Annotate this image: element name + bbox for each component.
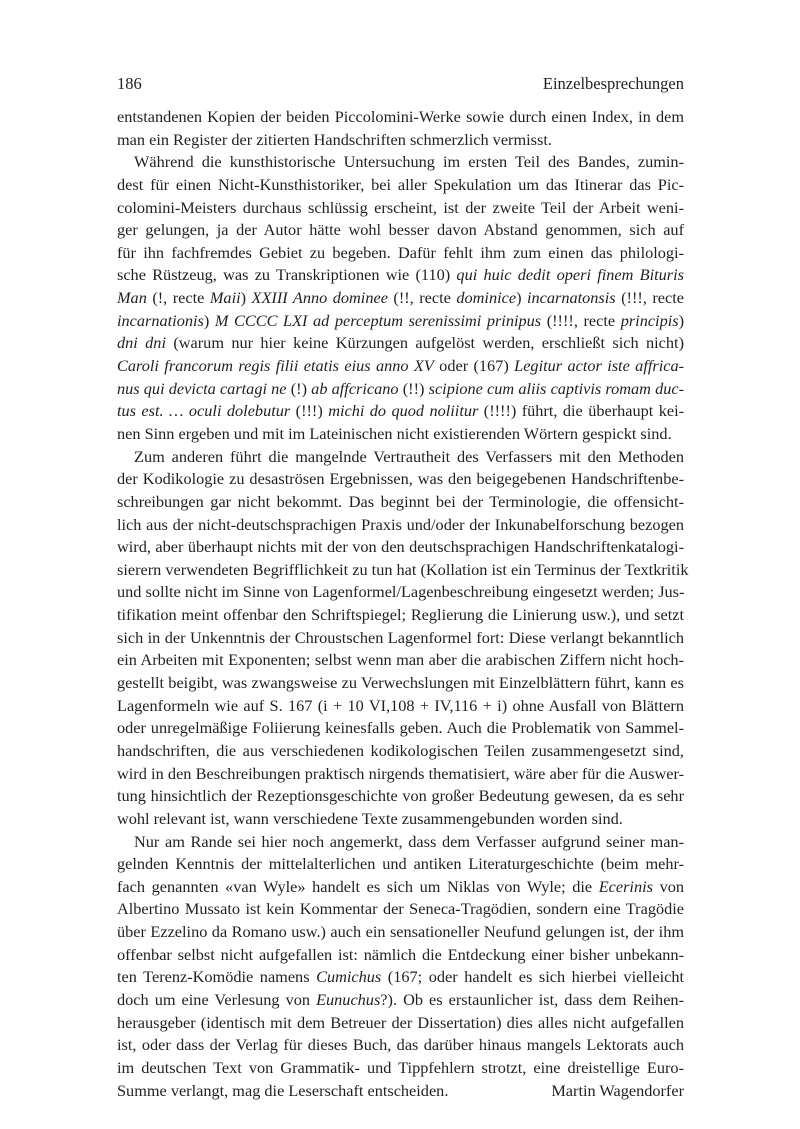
text-line bbox=[117, 763, 684, 786]
italic-quotation: ab affcricano bbox=[311, 378, 399, 398]
text-run: gestellt beigibt, was zwangsweise zu Verwechslungen mit Einzelblättern führt, kann es bbox=[117, 673, 684, 693]
text-run: der Kodikologie zu desaströsen Ergebnissen, was den beigegebenen Handschriftenbe- bbox=[117, 469, 684, 489]
italic-quotation: dni dni bbox=[117, 333, 166, 353]
text-line bbox=[117, 242, 684, 265]
text-line bbox=[117, 876, 684, 899]
text-line bbox=[117, 581, 684, 604]
text-line bbox=[117, 672, 684, 695]
paragraph bbox=[117, 151, 684, 445]
text-line bbox=[117, 491, 684, 514]
text-line bbox=[117, 219, 684, 242]
text-run: (!!!!, recte bbox=[541, 310, 621, 330]
italic-quotation: incarnationis bbox=[117, 310, 204, 330]
text-line bbox=[117, 559, 689, 582]
italic-quotation: incarnatonsis bbox=[526, 288, 616, 308]
italic-quotation: nus qui devicta cartagi ne bbox=[117, 378, 287, 398]
text-run: ist, oder dass der Verlag für dieses Buch, das darüber hinaus mangels Lektorats auch bbox=[117, 1035, 684, 1055]
text-run: offenbar selbst nicht aufgefallen ist: nämlich die Entdeckung einer bisher unbekann- bbox=[117, 944, 684, 964]
text-line bbox=[117, 129, 684, 152]
text-run: ger gelungen, ja der Autor hätte wohl besser davon Abstand genommen, sich auf bbox=[117, 220, 684, 240]
italic-quotation: dominice bbox=[456, 288, 517, 308]
text-line bbox=[117, 808, 684, 831]
text-run: Nur am Rande sei hier noch angemerkt, dass dem Verfasser aufgrund seiner man- bbox=[134, 831, 684, 851]
text-run: sich in der Unkenntnis der Chroustschen Lagenformel fort: Diese verlangt bekanntlich bbox=[117, 627, 684, 647]
text-line bbox=[117, 1080, 684, 1103]
italic-quotation: Cumichus bbox=[316, 967, 382, 987]
text-run: Albertino Mussato ist kein Kommentar der Seneca-Tragödien, sondern eine Tragödie bbox=[117, 899, 684, 919]
text-run: entstandenen Kopien der beiden Piccolomini-Werke sowie durch einen Index, in dem bbox=[117, 107, 684, 126]
text-run: handschriften, die aus verschiedenen kodikologischen Teilen zusammengesetzt sind, bbox=[117, 740, 684, 760]
text-line bbox=[117, 1012, 684, 1035]
text-line bbox=[117, 695, 684, 718]
paragraph bbox=[117, 446, 689, 831]
italic-quotation: Caroli francorum regis filii etatis eius anno XV bbox=[117, 356, 434, 376]
text-run: (167; oder handelt es sich hierbei vielleicht bbox=[381, 967, 685, 987]
text-run: für ihn fachfremdes Gebiet zu begeben. Dafür fehlt ihm zum einen das philologi- bbox=[117, 242, 684, 262]
text-run: wird, aber überhaupt nichts mit der von den deutschsprachigen Handschriftenkatalogi- bbox=[117, 537, 684, 557]
text-line bbox=[117, 1034, 684, 1057]
text-run: ) bbox=[203, 310, 215, 330]
text-run: ein Arbeiten mit Exponenten; selbst wenn man aber die arabischen Ziffern nicht hoch- bbox=[117, 650, 684, 670]
text-line bbox=[117, 197, 684, 220]
text-line bbox=[117, 944, 684, 967]
text-line bbox=[117, 332, 684, 355]
text-run: (!!) bbox=[398, 378, 429, 398]
text-line bbox=[117, 898, 684, 921]
text-run: ) bbox=[240, 288, 252, 308]
text-run: herausgeber (identisch mit dem Betreuer der Dissertation) dies alles nicht aufgefallen bbox=[117, 1012, 684, 1032]
text-run: dest für einen Nicht-Kunsthistoriker, bei aller Spekulation um das Itinerar das Pic- bbox=[117, 174, 684, 194]
text-line bbox=[117, 717, 684, 740]
text-line bbox=[117, 355, 684, 378]
running-head bbox=[117, 73, 684, 95]
italic-quotation: scipione cum aliis captivis romam duc- bbox=[428, 378, 685, 398]
text-line bbox=[117, 1057, 684, 1080]
page-number: 186 bbox=[117, 74, 142, 93]
text-run: ) bbox=[516, 288, 527, 308]
text-run: oder (167) bbox=[433, 356, 515, 376]
text-line bbox=[117, 785, 684, 808]
italic-quotation: Ecerinis bbox=[598, 876, 653, 896]
text-line bbox=[117, 174, 684, 197]
text-run: (!!!!) führt, die überhaupt kei- bbox=[478, 401, 685, 421]
text-run: Während die kunsthistorische Untersuchung im ersten Teil des Bandes, zumin- bbox=[134, 152, 684, 172]
text-run: gelnden Kenntnis der mittelalterlichen und antiken Literaturgeschichte (beim mehr- bbox=[117, 854, 684, 874]
italic-quotation: Legitur actor iste affrica- bbox=[514, 356, 685, 376]
text-run: tifikation meint offenbar den Schriftspiegel; Reglierung die Linierung usw.), und setzt bbox=[117, 605, 684, 625]
text-run: (warum nur hier keine Kürzungen aufgelöst werden, erschließt sich nicht) bbox=[165, 333, 684, 353]
text-run: oder unregelmäßige Foliierung keinesfalls geben. Auch die Problematik von Sammel- bbox=[117, 718, 684, 738]
text-run: (!!, recte bbox=[387, 288, 457, 308]
italic-quotation: M CCCC LXI ad perceptum serenissimi prinipus bbox=[214, 310, 542, 330]
text-run: tung hinsichtlich der Rezeptionsgeschichte von großer Bedeutung gewesen, da es sehr bbox=[117, 786, 684, 806]
italic-quotation: Man bbox=[117, 288, 147, 308]
italic-quotation: XXIII Anno dominee bbox=[251, 288, 388, 308]
text-run: man ein Register der zitierten Handschriften schmerzlich vermisst. bbox=[117, 129, 552, 149]
text-line bbox=[117, 740, 684, 763]
text-run: im deutschen Text von Grammatik- und Tippfehlern strotzt, eine dreistellige Euro- bbox=[117, 1057, 684, 1077]
text-run: Lagenformeln wie auf S. 167 (i + 10 VI,108 + IV,116 + i) ohne Ausfall von Blättern bbox=[117, 695, 684, 715]
text-line bbox=[117, 627, 684, 650]
text-run: Zum anderen führt die mangelnde Vertrautheit des Verfassers mit den Methoden bbox=[134, 446, 684, 466]
italic-quotation: Maii bbox=[209, 288, 241, 308]
text-run: schreibungen gar nicht bekommt. Das beginnt bei der Terminologie, die offensicht- bbox=[117, 491, 684, 511]
paragraph bbox=[117, 106, 684, 151]
text-run: fach genannten «van Wyle» handelt es sich um Niklas von Wyle; die bbox=[117, 876, 599, 896]
text-run: lich aus der nicht-deutschsprachigen Praxis und/oder der Inkunabelforschung bezogen bbox=[117, 514, 684, 534]
text-run: sche Rüstzeug, was zu Transkriptionen wie (110) bbox=[117, 265, 457, 285]
text-line bbox=[117, 514, 684, 537]
text-run: ?). Ob es erstaunlicher ist, dass dem Reihen- bbox=[380, 989, 684, 1009]
text-run: (!!!, recte bbox=[615, 288, 685, 308]
text-run: (!, recte bbox=[146, 288, 210, 308]
text-line bbox=[117, 310, 684, 333]
text-line bbox=[117, 921, 684, 944]
text-line bbox=[117, 831, 684, 854]
text-run: Summe verlangt, mag die Leserschaft entscheiden. bbox=[117, 1080, 449, 1100]
text-line bbox=[117, 468, 684, 491]
text-line bbox=[117, 966, 684, 989]
italic-quotation: michi do quod noliitur bbox=[328, 401, 479, 421]
text-line bbox=[117, 151, 684, 174]
text-run: doch um eine Verlesung von bbox=[117, 989, 317, 1009]
review-body-text bbox=[117, 106, 689, 1102]
text-line bbox=[117, 536, 684, 559]
text-line bbox=[117, 106, 684, 129]
text-run: und sollte nicht im Sinne von Lagenformel/Lagenbeschreibung eingesetzt werden; Jus- bbox=[117, 582, 685, 602]
text-line bbox=[117, 446, 684, 469]
author-signature: Martin Wagendorfer bbox=[551, 1080, 684, 1100]
text-line bbox=[117, 649, 684, 672]
text-line bbox=[117, 378, 684, 401]
text-run: über Ezzelino da Romano usw.) auch ein sensationeller Neufund gelungen ist, der ihm bbox=[117, 922, 684, 942]
italic-quotation: principis bbox=[620, 310, 679, 330]
text-run: ten Terenz-Komödie namens bbox=[117, 967, 317, 987]
text-run: (!!!) bbox=[290, 401, 329, 421]
text-line bbox=[117, 264, 684, 287]
italic-quotation: qui huic dedit operi finem Bituris bbox=[456, 265, 684, 285]
text-line bbox=[117, 287, 684, 310]
text-run: wohl relevant ist, wann verschiedene Texte zusammengebunden worden sind. bbox=[117, 808, 623, 828]
paragraph bbox=[117, 831, 684, 1103]
text-run: wird in den Beschreibungen praktisch nirgends thematisiert, wäre aber für die Auswer- bbox=[117, 763, 684, 783]
text-run: (!) bbox=[286, 378, 312, 398]
text-run: colomini-Meisters durchaus schlüssig erscheint, ist der zweite Teil der Arbeit weni- bbox=[117, 197, 684, 217]
text-run: ) bbox=[678, 310, 685, 330]
italic-quotation: tus est. … oculi dolebutur bbox=[117, 401, 291, 421]
text-run: nen Sinn ergeben und mit im Lateinischen nicht existierenden Wörtern gespickt sind. bbox=[117, 423, 672, 443]
text-run: von bbox=[652, 876, 684, 896]
text-run: sierern verwendeten Begrifflichkeit zu tun hat (Kollation ist ein Terminus der Textkritik bbox=[117, 559, 689, 579]
text-line bbox=[117, 423, 684, 446]
italic-quotation: Eunuchus bbox=[316, 989, 381, 1009]
text-line bbox=[117, 604, 684, 627]
section-title: Einzelbesprechungen bbox=[542, 74, 684, 93]
text-line bbox=[117, 853, 684, 876]
text-line bbox=[117, 400, 684, 423]
text-line bbox=[117, 989, 684, 1012]
